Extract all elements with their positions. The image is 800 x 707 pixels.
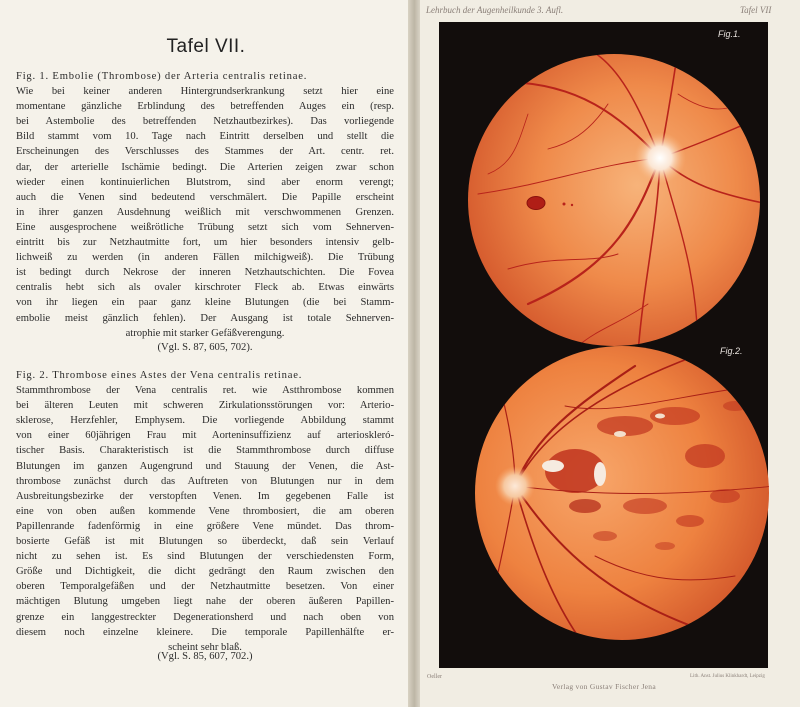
fig2-text-line: bei älteren Leuten mit schweren Zirkulationsstörungen vor: Arterio- — [16, 400, 394, 412]
fig2-text-line: oberen Temporalgefäßen und der Netzhautmitte besetzen. Von einer — [16, 581, 394, 593]
fig1-text-line: dar, der arterielle Ischämie bedingt. Die Arterien zeigen zwar schon — [16, 161, 394, 173]
fig1-text-line: eintritt bis zur Netzhautmitte fort, um hier besonders intensiv gelb- — [16, 237, 394, 249]
artist-credit: Oeller — [427, 674, 442, 680]
fig2-text-line: tischer Basis. Charakteristisch ist die Stammthrombose durch diffuse — [16, 445, 394, 457]
printer-credit: Lith. Anst. Julius Klinkhardt, Leipzig — [690, 674, 765, 679]
fig2-reference: (Vgl. S. 85, 607, 702.) — [157, 651, 253, 662]
fig2-optic-papilla — [495, 466, 535, 506]
fig2-degeneration-focus — [542, 460, 564, 472]
fig1-text-line: Wie bei keiner anderen Hintergrundserkrankung setzt hier eine — [16, 86, 394, 98]
fig1-fundus-illustration — [468, 54, 760, 346]
fig1-text-line: momentane gänzliche Erblindung des betreffenden Auges ein (resp. — [16, 101, 394, 113]
plate-number: Tafel VII — [740, 5, 772, 15]
fig1-text-line: Eine ausgesprochene weißrötliche Trübung setzt sich vom Sehnerven- — [16, 221, 394, 233]
fig2-text-line: scheint sehr blaß. — [168, 641, 242, 653]
fig1-text-line: wieder einen kontinuierlichen Blutstrom, sind aber enorm verengt; — [16, 176, 394, 188]
fig2-heading: Fig. 2. Thrombose eines Astes der Vena centralis retinae. — [16, 370, 303, 381]
fig1-heading: Fig. 1. Embolie (Thrombose) der Arteria centralis retinae. — [16, 71, 308, 82]
fig1-text-line: centralis hebt sich als ovaler kirschroter Fleck ab. Etwas einwärts — [16, 282, 394, 294]
fig2-text-line: Ausbreitungsbezirke der verstopften Venen. Im gegebenen Falle ist — [16, 490, 394, 502]
fig1-text-line: Bild stammt vom 10. Tage nach Eintritt derselben und stellt die — [16, 131, 394, 143]
plate-title: Tafel VII. — [166, 36, 246, 57]
fig2-degeneration-focus — [594, 462, 606, 486]
fig1-text-line: Erscheinungen des Verschlusses des Stammes der Art. centr. ret. — [16, 146, 394, 158]
fig2-fundus-illustration — [475, 346, 770, 641]
fig1-text-line: embolie meist gänzlich fehlen). Der Ausgang ist totale Sehnerven- — [16, 312, 394, 324]
fig2-text-line: Blutungen im ganzen Augengrund und Stauung der Venen, die Ast- — [16, 460, 394, 472]
fig2-text-line: Größe und Dichtigkeit, die dicht gedrängt den Raum zwischen den — [16, 566, 394, 578]
fig1-text-line: lichweiß zu werden (in anderen Fällen milchigweiß). Die Trübung — [16, 252, 394, 264]
fig2-text-line: diesem noch einzelne kleinere. Die temporale Papillenhälfte er- — [16, 626, 394, 638]
fig1-fundus-disc — [468, 54, 760, 346]
fig2-text-line: grenze ein langgestreckter Degenerationsherd und nach oben von — [16, 611, 394, 623]
fig2-text-line: thrombose zunächst durch das Auftreten von Blutungen nur in dem — [16, 475, 394, 487]
running-head: Lehrbuch der Augenheilkunde 3. Aufl. — [426, 5, 564, 15]
fig2-text-line: nicht zu sehen ist. Es sind Blutungen der verschiedensten Form, — [16, 551, 394, 563]
fig2-text-line: Papillenrande fadenförmig in eine größere Vene mündet. Das throm- — [16, 520, 394, 532]
fig2-reference-block — [16, 649, 394, 664]
fig2-text-line: sklerose, Herzfehler, Emphysem. Die vorliegende Abbildung stammt — [16, 415, 394, 427]
fig1-text-line: von ihr liegen ein paar ganz kleine Blutungen (die bei Stamm- — [16, 297, 394, 309]
publisher-credit: Verlag von Gustav Fischer Jena — [552, 682, 656, 691]
fig1-reference: (Vgl. S. 87, 605, 702). — [157, 342, 253, 353]
fig1-cherry-red-spot — [527, 197, 545, 210]
fig2-text-line: eine von oben außen kommende Vene thrombosiert, die am oberen — [16, 505, 394, 517]
fig2-text-line: mächtigen Blutung umgeben liegt nahe der oberen äußeren Papillen- — [16, 596, 394, 608]
fig1-optic-papilla — [634, 132, 686, 184]
fig2-description — [16, 368, 394, 655]
fig1-label: Fig.1. — [718, 29, 741, 39]
fig2-text-line: von einer 60jährigen Frau mit Aorteninsuffizienz auf arterioskleró- — [16, 430, 394, 442]
fig1-text-line: atrophie mit starker Gefäßverengung. — [125, 327, 285, 339]
fig1-small-hemorrhage — [563, 203, 566, 206]
fig1-text-line: auch die Venen sind bedeutend verschmälert. Die Papille erscheint — [16, 191, 394, 203]
fig2-label: Fig.2. — [720, 346, 743, 356]
fig1-text-line: ist bedingt durch Nekrose der inneren Netzhautschichten. Die Fovea — [16, 267, 394, 279]
fig2-text-line: bosierte Gefäß ist mit Blutungen so überdeckt, daß sein Verlauf — [16, 536, 394, 548]
fig1-text-line: in ihrer ganzen Ausdehnung weißlich mit verschwommenen Grenzen. — [16, 206, 394, 218]
fig1-text-line: bei Astembolie des betreffenden Netzhautbezirkes). Das vorliegende — [16, 116, 394, 128]
fig2-text-line: Stammthrombose der Vena centralis ret. wie Astthrombose kommen — [16, 385, 394, 397]
fig1-description — [16, 69, 394, 341]
fig1-reference-block — [16, 340, 394, 355]
fig1-small-hemorrhage — [571, 204, 573, 206]
